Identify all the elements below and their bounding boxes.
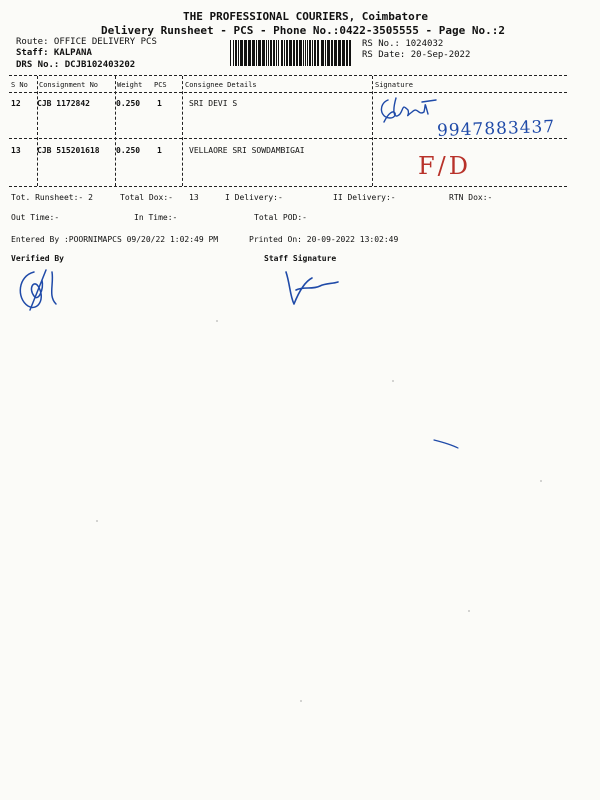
barcode-bar <box>284 40 285 66</box>
barcode-bar <box>299 40 302 66</box>
barcode-bar <box>349 40 351 66</box>
drs-line: DRS No.: DCJB102403202 <box>16 60 136 70</box>
table-top-rule <box>9 75 567 76</box>
barcode-bar <box>268 40 269 66</box>
barcode-bar <box>309 40 311 66</box>
barcode-bar <box>305 40 306 66</box>
col-header-consignment: Consignment No <box>39 81 99 89</box>
entered-by: Entered By :POORNIMAPCS 09/20/22 1:02:49 PM <box>11 235 219 244</box>
barcode-bar <box>314 40 316 66</box>
total-dox-label: Total Dox:- <box>120 193 173 202</box>
barcode-bar <box>317 40 319 66</box>
row-sno: 12 <box>11 99 21 108</box>
scan-speck <box>392 380 394 382</box>
row-consignment-no: CJB 515201618 <box>37 146 100 155</box>
scan-speck <box>468 610 470 612</box>
barcode-bar <box>273 40 275 66</box>
barcode-bar <box>334 40 337 66</box>
col-divider <box>372 76 373 186</box>
barcode-bar <box>342 40 345 66</box>
barcode-bar <box>286 40 288 66</box>
barcode-bar <box>244 40 247 66</box>
col-header-sno: S No <box>11 81 28 89</box>
barcode-bar <box>252 40 255 66</box>
barcode-bar <box>238 40 239 66</box>
barcode-bar <box>278 40 279 66</box>
rtn-dox: RTN Dox:- <box>449 193 493 202</box>
handwritten-phone: 9947883437 <box>436 116 556 142</box>
stray-pen-mark <box>432 436 462 450</box>
col-header-consignee: Consignee Details <box>185 81 257 89</box>
staff-signature <box>282 268 342 308</box>
barcode-bar <box>321 40 324 66</box>
ii-delivery: II Delivery:- <box>333 193 396 202</box>
barcode-bar <box>338 40 341 66</box>
barcode-bar <box>296 40 298 66</box>
barcode-bar <box>230 40 231 66</box>
row-weight: 0.250 <box>116 146 141 155</box>
barcode-bar <box>233 40 234 66</box>
verified-by-label: Verified By <box>11 254 64 263</box>
barcode-bar <box>276 40 277 66</box>
scan-speck <box>300 700 302 702</box>
scan-speck <box>96 520 98 522</box>
scan-speck <box>540 480 542 482</box>
total-pod: Total POD:- <box>254 213 307 222</box>
in-time: In Time:- <box>134 213 178 222</box>
verifier-signature <box>12 266 72 316</box>
barcode-bar <box>325 40 326 66</box>
table-bottom-rule <box>9 186 567 187</box>
barcode-bar <box>266 40 267 66</box>
barcode-bar <box>293 40 295 66</box>
barcode <box>230 40 354 66</box>
barcode-bar <box>270 40 272 66</box>
barcode-bar <box>235 40 237 66</box>
col-header-weight: Weight <box>117 81 143 89</box>
col-divider <box>182 76 183 186</box>
rs-date: RS Date: 20-Sep-2022 <box>362 50 471 60</box>
barcode-bar <box>262 40 265 66</box>
handwritten-fd-note: F/D <box>418 152 471 180</box>
row-pcs: 1 <box>157 146 162 155</box>
barcode-bar <box>327 40 330 66</box>
barcode-bar <box>289 40 292 66</box>
staff-line: Staff: KALPANA <box>16 48 92 58</box>
out-time: Out Time:- <box>11 213 60 222</box>
barcode-bar <box>307 40 308 66</box>
tot-runsheet: Tot. Runsheet:- 2 <box>11 193 93 202</box>
col-header-signature: Signature <box>375 81 413 89</box>
staff-signature-label: Staff Signature <box>264 254 337 263</box>
row-sno: 13 <box>11 146 21 155</box>
scan-speck <box>216 320 218 322</box>
col-divider <box>115 76 116 186</box>
col-header-pcs: PCS <box>154 81 167 89</box>
barcode-bar <box>281 40 283 66</box>
barcode-bar <box>256 40 257 66</box>
row-consignee: SRI DEVI S <box>189 99 238 108</box>
rs-number: RS No.: 1024032 <box>362 39 444 49</box>
row-consignee: VELLAORE SRI SOWDAMBIGAI <box>189 146 305 155</box>
row-consignment-no: CJB 1172842 <box>37 99 90 108</box>
company-title: THE PROFESSIONAL COURIERS, Coimbatore <box>183 10 429 23</box>
barcode-bar <box>346 40 348 66</box>
barcode-bar <box>258 40 261 66</box>
row-pcs: 1 <box>157 99 162 108</box>
barcode-bar <box>303 40 304 66</box>
table-header-rule <box>9 92 567 93</box>
barcode-bar <box>331 40 333 66</box>
recipient-signature <box>374 92 444 132</box>
runsheet-subtitle: Delivery Runsheet - PCS - Phone No.:0422-3505555 - Page No.:2 <box>101 24 505 37</box>
barcode-bar <box>312 40 313 66</box>
printed-on: Printed On: 20-09-2022 13:02:49 <box>249 235 399 244</box>
route-line: Route: OFFICE DELIVERY PCS <box>16 37 157 47</box>
barcode-bar <box>240 40 243 66</box>
col-divider <box>37 76 38 186</box>
row-weight: 0.250 <box>116 99 141 108</box>
total-dox-value: 13 <box>189 193 199 202</box>
i-delivery: I Delivery:- <box>225 193 283 202</box>
barcode-bar <box>248 40 251 66</box>
